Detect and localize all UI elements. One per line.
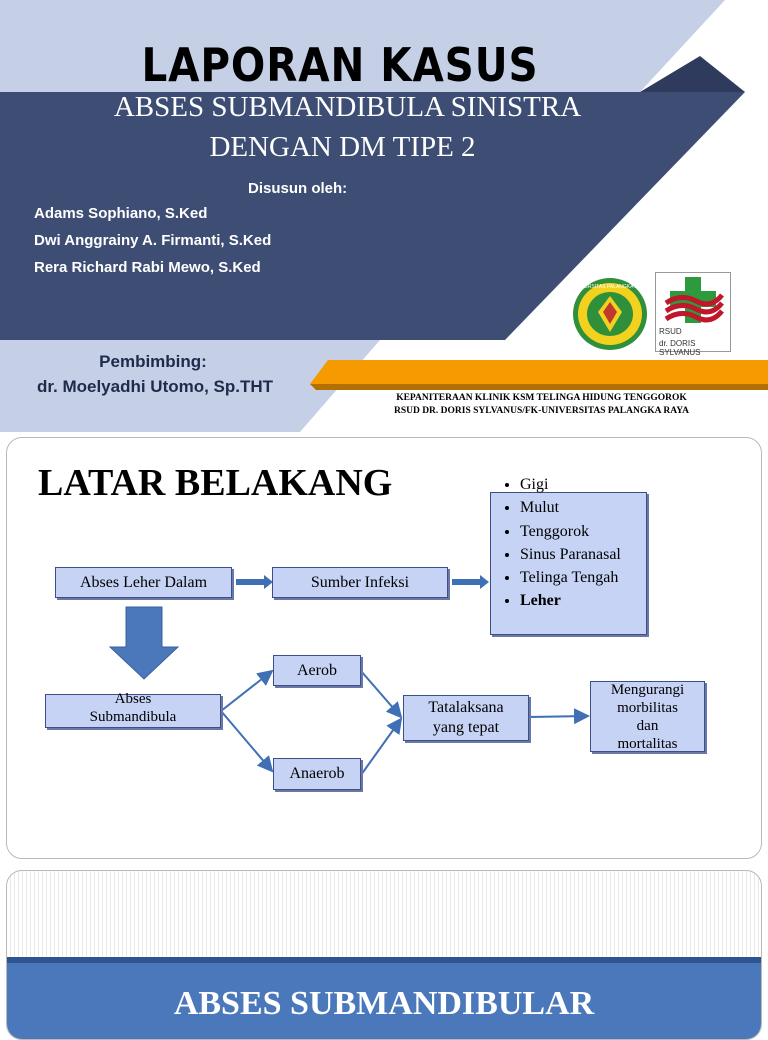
hospital-logo (655, 272, 731, 357)
node-abses-submandibula (45, 691, 221, 728)
node-sumber-infeksi: Sumber Infeksi (272, 567, 448, 598)
node-mengurangi-line1: Mengurangi (610, 681, 685, 698)
author-2: Dwi Anggrainy A. Firmanti, S.Ked (34, 232, 272, 249)
list-item: • Sinus Paranasal (520, 543, 660, 566)
subtitle-line-1: ABSES SUBMANDIBULA SINISTRA (113, 91, 582, 123)
composed-by-label: Disusun oleh: (248, 180, 348, 197)
node-abses-sub-line1: Abses (114, 691, 152, 707)
section-title: LATAR BELAKANG (38, 462, 393, 504)
hospital-cross-icon (656, 273, 730, 329)
list-item: • Mulut (520, 496, 660, 519)
node-tatalaksana-line2: yang tepat (432, 719, 500, 736)
supervisor-name: dr. Moelyadhi Utomo, Sp.THT (36, 377, 274, 396)
institution-line-2: RSUD DR. DORIS SYLVANUS/FK-UNIVERSITAS PALANGKA RAYA (393, 406, 690, 416)
node-tatalaksana (403, 695, 529, 741)
arrow-leher-to-sumber (236, 575, 273, 589)
orange-bar (310, 360, 768, 384)
list-item: • Leher (520, 589, 660, 612)
author-3: Rera Richard Rabi Mewo, S.Ked (34, 259, 261, 276)
list-item: • Gigi (520, 473, 660, 496)
title-slide (0, 0, 768, 432)
node-mengurangi-line3: dan (636, 717, 659, 734)
node-abses-sub-line2: Submandibula (89, 709, 177, 725)
hospital-logo-line1: RSUD (659, 327, 682, 336)
node-abses-leher-dalam: Abses Leher Dalam (55, 567, 232, 598)
third-slide (6, 870, 762, 1040)
institution-line-1: KEPANITERAAN KLINIK KSM TELINGA HIDUNG TENGGOROK (396, 393, 687, 403)
down-arrow (110, 607, 178, 679)
node-mengurangi-line4: mortalitas (617, 735, 678, 752)
supervisor-label: Pembimbing: (99, 352, 207, 371)
hospital-logo-line2: dr. DORIS SYLVANUS (659, 339, 701, 357)
slide-title: LAPORAN KASUS (141, 38, 539, 92)
orange-bar-shadow (310, 384, 768, 390)
arrow-sumber-to-list (452, 575, 489, 589)
node-anaerob: Anaerob (273, 758, 361, 790)
subtitle-line-2: DENGAN DM TIPE 2 (209, 131, 476, 163)
slide-3-title: ABSES SUBMANDIBULAR (173, 985, 595, 1022)
node-aerob: Aerob (273, 655, 361, 686)
university-logo-text: UNIVERSITAS PALANGKA RAYA (572, 284, 648, 290)
list-item: • Telinga Tengah (520, 566, 660, 589)
author-1: Adams Sophiano, S.Ked (34, 205, 208, 222)
node-mengurangi-line2: morbilitas (617, 699, 678, 716)
university-logo (570, 276, 650, 352)
infection-source-list (498, 473, 660, 613)
node-tatalaksana-line1: Tatalaksana (428, 699, 504, 716)
list-item: • Tenggorok (520, 520, 660, 543)
node-mengurangi (590, 681, 705, 752)
